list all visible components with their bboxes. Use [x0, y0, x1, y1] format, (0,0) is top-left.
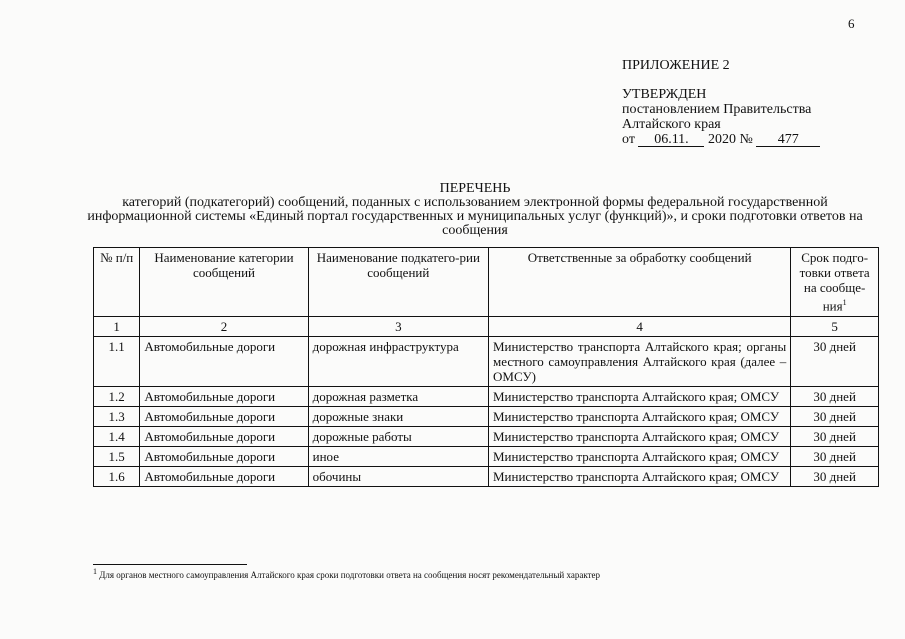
header-num: № п/п — [94, 248, 140, 317]
row-term: 30 дней — [791, 467, 879, 487]
table-row — [94, 467, 879, 487]
column-number: 3 — [308, 317, 488, 337]
row-responsible: Министерство транспорта Алтайского края; ОМСУ — [489, 407, 791, 427]
approval-date-line — [622, 132, 820, 147]
row-num: 1.5 — [94, 447, 140, 467]
table-row — [94, 427, 879, 447]
row-responsible: Министерство транспорта Алтайского края; ОМСУ — [489, 387, 791, 407]
header-category: Наименование категории сообщений — [140, 248, 308, 317]
row-responsible: Министерство транспорта Алтайского края; ОМСУ — [489, 427, 791, 447]
row-subcategory: дорожные работы — [308, 427, 488, 447]
column-number-row — [94, 317, 879, 337]
row-subcategory: дорожные знаки — [308, 407, 488, 427]
row-subcategory: иное — [308, 447, 488, 467]
categories-table — [93, 247, 879, 487]
header-footnote-mark: 1 — [842, 298, 847, 307]
row-term: 30 дней — [791, 427, 879, 447]
row-num: 1.3 — [94, 407, 140, 427]
page-number: 6 — [848, 16, 855, 31]
footnote-mark: 1 — [93, 567, 97, 576]
column-number: 2 — [140, 317, 308, 337]
row-category: Автомобильные дороги — [140, 407, 308, 427]
column-number: 5 — [791, 317, 879, 337]
date-value: 06.11. — [638, 133, 704, 147]
appendix-title: ПРИЛОЖЕНИЕ 2 — [622, 58, 730, 73]
row-responsible: Министерство транспорта Алтайского края; ОМСУ — [489, 447, 791, 467]
row-category: Автомобильные дороги — [140, 467, 308, 487]
header-subcategory: Наименование подкатего-рии сообщений — [308, 248, 488, 317]
table-row — [94, 337, 879, 387]
year-text: 2020 № — [707, 132, 753, 147]
row-term: 30 дней — [791, 387, 879, 407]
row-num: 1.1 — [94, 337, 140, 387]
row-term: 30 дней — [791, 407, 879, 427]
row-category: Автомобильные дороги — [140, 447, 308, 467]
row-num: 1.2 — [94, 387, 140, 407]
table-row — [94, 447, 879, 467]
footnote-separator — [93, 564, 247, 565]
row-category: Автомобильные дороги — [140, 427, 308, 447]
row-category: Автомобильные дороги — [140, 387, 308, 407]
approved-region: Алтайского края — [622, 117, 721, 132]
header-responsible: Ответственные за обработку сообщений — [489, 248, 791, 317]
footnote — [93, 567, 600, 580]
heading-subtitle: категорий (подкатегорий) сообщений, поданных с использованием электронной формы федеральной государственной информационной системы «Единый портал государственных и муниципальных услуг (функций)», и сроки подготовки ответов на сообщения — [87, 195, 863, 238]
footnote-text: Для органов местного самоуправления Алтайского края сроки подготовки ответа на сообщения носят рекомендательный характер — [99, 570, 601, 580]
row-term: 30 дней — [791, 337, 879, 387]
row-num: 1.4 — [94, 427, 140, 447]
table-row — [94, 407, 879, 427]
column-number: 1 — [94, 317, 140, 337]
row-category: Автомобильные дороги — [140, 337, 308, 387]
row-subcategory: дорожная инфраструктура — [308, 337, 488, 387]
row-responsible: Министерство транспорта Алтайского края; ОМСУ — [489, 467, 791, 487]
row-term: 30 дней — [791, 447, 879, 467]
row-subcategory: обочины — [308, 467, 488, 487]
row-num: 1.6 — [94, 467, 140, 487]
approved-by: постановлением Правительства — [622, 102, 812, 117]
table-row — [94, 387, 879, 407]
date-prefix: от — [622, 132, 635, 147]
header-term-text: Срок подго-товки ответа на сообще-ния — [799, 250, 870, 314]
row-responsible: Министерство транспорта Алтайского края; органы местного самоуправления Алтайского края (далее – ОМСУ) — [489, 337, 791, 387]
table-header-row — [94, 248, 879, 317]
column-number: 4 — [489, 317, 791, 337]
header-term — [791, 248, 879, 317]
approved-label: УТВЕРЖДЕН — [622, 87, 707, 102]
heading-title: ПЕРЕЧЕНЬ — [439, 181, 511, 196]
document-heading — [80, 182, 870, 238]
decree-number: 477 — [756, 133, 820, 147]
row-subcategory: дорожная разметка — [308, 387, 488, 407]
approval-block — [622, 58, 820, 147]
